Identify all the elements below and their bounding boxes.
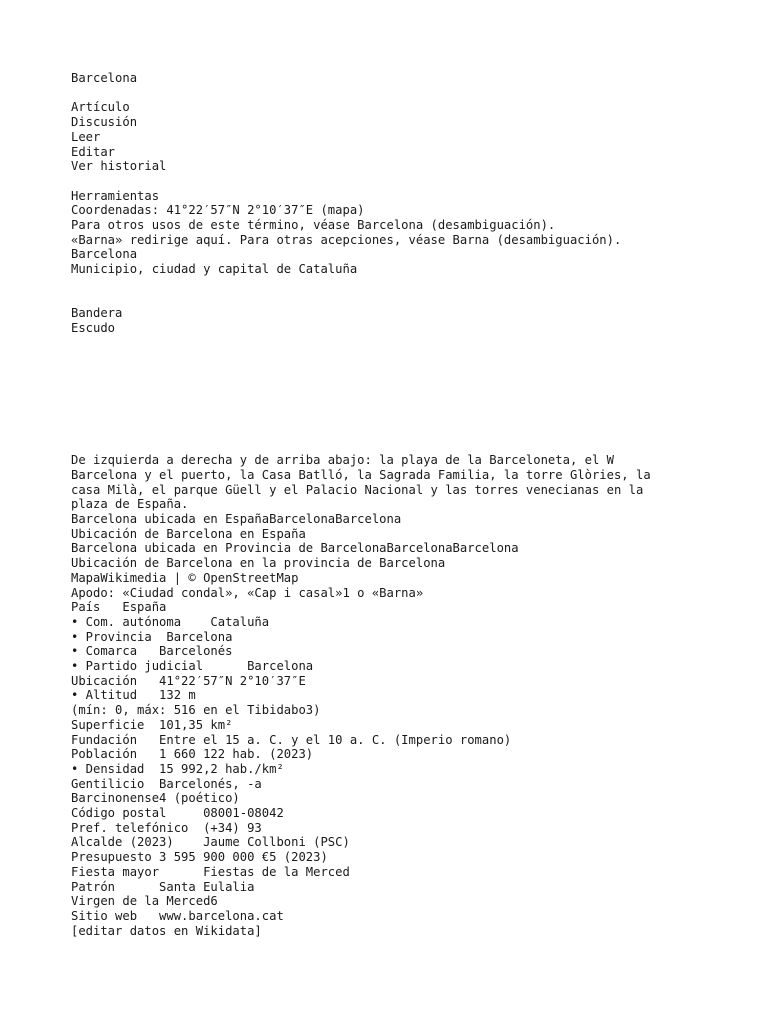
coat-of-arms-image-link[interactable]: Escudo	[71, 320, 116, 335]
infobox-row-website[interactable]: Sitio web www.barcelona.cat	[71, 908, 284, 923]
infobox-row-population: Población 1 660 122 hab. (2023)	[71, 747, 314, 762]
infobox-row-province: • Provincia Barcelona	[71, 629, 233, 644]
infobox-row-founding: Fundación Entre el 15 a. C. y el 10 a. C. (Imperio romano)	[71, 732, 512, 747]
spacer	[71, 174, 691, 189]
infobox-row-mayor: Alcalde (2023) Jaume Collboni (PSC)	[71, 835, 350, 850]
flag-image-link[interactable]: Bandera	[71, 306, 123, 321]
infobox-row-patron-2: Virgen de la Merced6	[71, 894, 218, 909]
map-credit[interactable]: MapaWikimedia | © OpenStreetMap	[71, 570, 299, 585]
infobox-row-demonym-poetic: Barcinonense4 (poético)	[71, 791, 240, 806]
infobox-row-demonym: Gentilicio Barcelonés, -a	[71, 776, 262, 791]
infobox-row-budget: Presupuesto 3 595 900 000 €5 (2023)	[71, 850, 328, 865]
tab-read[interactable]: Leer	[71, 129, 101, 144]
infobox-row-altitude: • Altitud 132 m	[71, 688, 196, 703]
infobox-row-comarca: • Comarca Barcelonés	[71, 644, 233, 659]
tab-history[interactable]: Ver historial	[71, 159, 167, 174]
infobox-row-patron: Patrón Santa Eulalia	[71, 879, 255, 894]
tools-menu[interactable]: Herramientas	[71, 188, 160, 203]
map-province-caption: Ubicación de Barcelona en la provincia de Barcelona	[71, 556, 446, 571]
infobox-row-location: Ubicación 41°22′57″N 2°10′37″E	[71, 673, 306, 688]
infobox-row-area: Superficie 101,35 km²	[71, 717, 233, 732]
map-spain-alt[interactable]: Barcelona ubicada en EspañaBarcelonaBarcelona	[71, 512, 402, 526]
infobox-row-nickname: Apodo: «Ciudad condal», «Cap i casal»1 o «Barna»	[71, 585, 424, 600]
spacer	[71, 86, 691, 101]
infobox-row-festival: Fiesta mayor Fiestas de la Merced	[71, 864, 350, 879]
montage-image-placeholder	[71, 336, 691, 454]
infobox-title: Barcelona	[71, 247, 138, 262]
infobox-row-autonomous-community: • Com. autónoma Cataluña	[71, 614, 270, 629]
tab-article[interactable]: Artículo	[71, 100, 130, 115]
tab-discussion[interactable]: Discusión	[71, 115, 138, 130]
article-page	[71, 71, 691, 938]
montage-caption: De izquierda a derecha y de arriba abajo: la playa de la Barceloneta, el W Barcelona y el puerto, la Casa Batlló, la Sagrada Familia, la torre Glòries, la casa Milà, el parque Güell y el Palacio Nacional y las torres venecianas en la plaza de España.	[71, 453, 659, 512]
infobox-row-altitude-range: (mín: 0, máx: 516 en el Tibidabo3)	[71, 703, 321, 718]
tab-edit[interactable]: Editar	[71, 144, 116, 159]
hatnote-disambiguation: Para otros usos de este término, véase Barcelona (desambiguación).	[71, 218, 556, 232]
infobox-row-density: • Densidad 15 992,2 hab./km²	[71, 761, 284, 776]
spacer	[71, 277, 691, 292]
hatnote-redirect: «Barna» redirige aquí. Para otras acepciones, véase Barna (desambiguación).	[71, 232, 622, 247]
map-province-alt[interactable]: Barcelona ubicada en Provincia de BarcelonaBarcelonaBarcelona	[71, 541, 519, 556]
infobox-subtitle: Municipio, ciudad y capital de Cataluña	[71, 262, 358, 277]
infobox-row-country: País España	[71, 600, 167, 615]
infobox-row-judicial-district: • Partido judicial Barcelona	[71, 659, 314, 674]
edit-wikidata-link[interactable]: [editar datos en Wikidata]	[71, 923, 262, 938]
map-spain-caption: Ubicación de Barcelona en España	[71, 526, 306, 541]
infobox-row-postal-code: Código postal 08001-08042	[71, 806, 284, 821]
infobox-row-phone-prefix: Pref. telefónico (+34) 93	[71, 820, 262, 835]
page-title: Barcelona	[71, 71, 138, 85]
coordinates[interactable]: Coordenadas: 41°22′57″N 2°10′37″E (mapa)	[71, 203, 365, 218]
spacer	[71, 292, 691, 307]
infobox-rows	[71, 586, 691, 939]
